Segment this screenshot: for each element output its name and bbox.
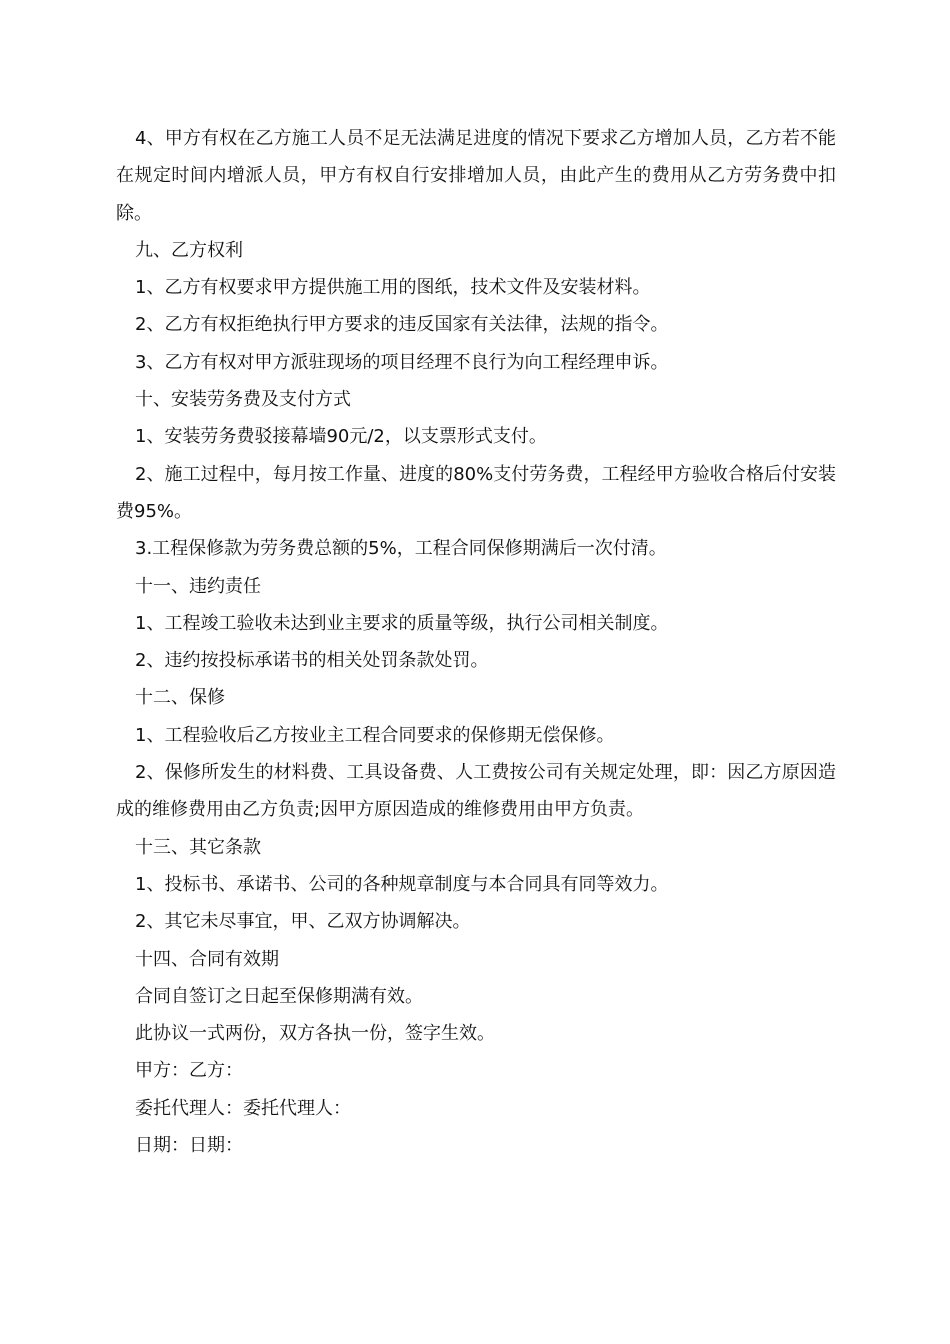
- section-heading-party-b-rights: 九、乙方权利: [135, 239, 243, 261]
- clause-13-item-2: 2、其它未尽事宜，甲、乙双方协调解决。: [135, 911, 471, 933]
- clause-9-item-3: 3、乙方有权对甲方派驻现场的项目经理不良行为向工程经理申诉。: [135, 351, 669, 373]
- validity-statement: 合同自签订之日起至保修期满有效。: [135, 985, 423, 1007]
- clause-12-item-2: 2、保修所发生的材料费、工具设备费、人工费按公司有关规定处理，即：因乙方原因造成的维修费用由乙方负责;因甲方原因造成的维修费用由甲方负责。: [116, 762, 836, 821]
- document-body: [116, 120, 836, 1164]
- section-heading-fees-and-payment: 十、安装劳务费及支付方式: [135, 389, 351, 411]
- section-heading-other-terms: 十三、其它条款: [135, 836, 261, 858]
- clause-10-item-3: 3.工程保修款为劳务费总额的5%，工程合同保修期满后一次付清。: [135, 538, 667, 560]
- clause-13-item-1: 1、投标书、承诺书、公司的各种规章制度与本合同具有同等效力。: [135, 873, 669, 895]
- clause-10-item-2: 2、施工过程中，每月按工作量、进度的80%支付劳务费，工程经甲方验收合格后付安装费95%。: [116, 463, 836, 522]
- clause-9-item-2: 2、乙方有权拒绝执行甲方要求的违反国家有关法律，法规的指令。: [135, 314, 669, 336]
- signature-parties: 甲方：乙方：: [135, 1060, 243, 1082]
- signature-agents: 委托代理人：委托代理人：: [135, 1097, 351, 1119]
- section-heading-validity: 十四、合同有效期: [135, 948, 279, 970]
- section-heading-liability: 十一、违约责任: [135, 575, 261, 597]
- clause-11-item-1: 1、工程竣工验收未达到业主要求的质量等级，执行公司相关制度。: [135, 612, 669, 634]
- copies-statement: 此协议一式两份，双方各执一份，签字生效。: [135, 1023, 495, 1045]
- clause-11-item-2: 2、违约按投标承诺书的相关处罚条款处罚。: [135, 650, 489, 672]
- clause-9-item-1: 1、乙方有权要求甲方提供施工用的图纸，技术文件及安装材料。: [135, 277, 651, 299]
- clause-8-item-4: 4、甲方有权在乙方施工人员不足无法满足进度的情况下要求乙方增加人员，乙方若不能在规定时间内增派人员，甲方有权自行安排增加人员，由此产生的费用从乙方劳务费中扣除。: [116, 128, 836, 224]
- clause-12-item-1: 1、工程验收后乙方按业主工程合同要求的保修期无偿保修。: [135, 724, 615, 746]
- signature-dates: 日期：日期：: [135, 1135, 243, 1157]
- section-heading-warranty: 十二、保修: [135, 687, 225, 709]
- clause-10-item-1: 1、安装劳务费驳接幕墙90元/2，以支票形式支付。: [135, 426, 547, 448]
